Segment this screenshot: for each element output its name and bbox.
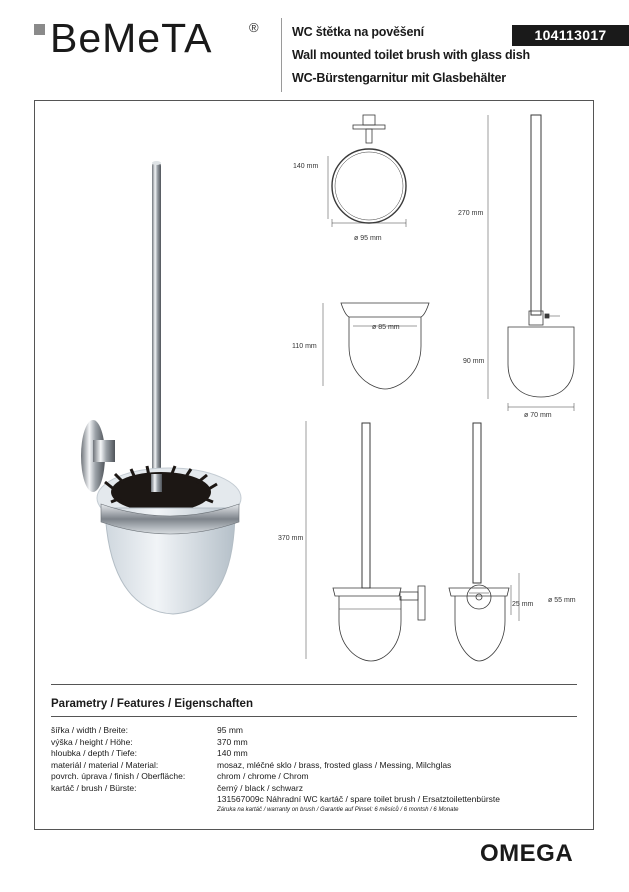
dim-side-dish: 90 mm	[463, 358, 485, 365]
brand-logo	[34, 16, 264, 64]
dim-dish-height: 110 mm	[292, 343, 317, 350]
feature-value: 131567009c Náhradní WC kartáč / spare toilet brush / Ersatztoilettenbürste	[217, 794, 501, 804]
feature-value: 370 mm	[217, 736, 248, 747]
feature-row-spare-part	[51, 794, 581, 806]
brush-handle	[152, 162, 161, 507]
wall-arm	[93, 440, 115, 462]
series-name: OMEGA	[480, 840, 574, 867]
registered-mark: ®	[249, 20, 259, 35]
warranty-note: Záruka na kartáč / warranty on brush / Garantie auf Pinsel: 6 měsíců / 6 montsh / 6 Monate	[217, 806, 459, 813]
feature-row-material	[51, 760, 581, 772]
front-view-rim	[333, 588, 401, 596]
feature-label: šířka / width / Breite:	[51, 725, 128, 735]
feature-row-depth	[51, 748, 581, 760]
feature-label: hloubka / depth / Tiefe:	[51, 748, 138, 758]
feature-label: kartáč / brush / Bürste:	[51, 782, 137, 793]
dim-side-total: 270 mm	[458, 210, 484, 217]
back-view-handle	[473, 423, 481, 583]
back-view-rosette	[467, 585, 491, 609]
dim-side-diameter: ø 70 mm	[524, 412, 552, 419]
feature-label: povrch. úprava / finish / Oberfläche:	[51, 771, 186, 781]
product-code-badge: 104113017	[512, 25, 629, 46]
content-frame	[34, 100, 594, 830]
technical-drawings	[275, 101, 595, 671]
feature-row-height	[51, 737, 581, 749]
side-view-cup	[508, 327, 574, 397]
feature-label: výška / height / Höhe:	[51, 736, 133, 747]
dim-front-bracket: 25 mm	[512, 601, 534, 608]
front-view-cup	[339, 596, 401, 661]
side-view-handle	[531, 115, 541, 315]
feature-value: černý / black / schwarz	[217, 782, 303, 793]
top-view-wallplate	[363, 115, 375, 125]
header-divider	[281, 18, 282, 92]
feature-row-brush	[51, 783, 581, 795]
feature-value: 95 mm	[217, 725, 243, 735]
front-view-handle	[362, 423, 370, 588]
dim-front-height: 370 mm	[278, 535, 304, 542]
feature-row-finish	[51, 771, 581, 783]
feature-value: mosaz, mléčné sklo / brass, frosted glass / Messing, Milchglas	[217, 759, 452, 770]
top-view-ring	[332, 149, 406, 223]
features-bottom-rule	[51, 716, 577, 717]
features-top-rule	[51, 684, 577, 685]
feature-row-width	[51, 725, 581, 737]
product-titles	[292, 21, 530, 90]
logo-square-mark	[34, 24, 45, 35]
feature-value: chrom / chrome / Chrom	[217, 771, 309, 781]
dim-front-rosette: ø 55 mm	[548, 597, 576, 604]
title-czech: WC štětka na pověšení	[292, 25, 424, 39]
dim-top-diameter: ø 95 mm	[354, 235, 382, 242]
dim-top-height: 140 mm	[293, 163, 319, 170]
feature-value: 140 mm	[217, 748, 248, 758]
features-title: Parametry / Features / Eigenschaften	[51, 698, 253, 710]
dish-rim	[341, 303, 429, 317]
brand-name: BeMeTA	[50, 15, 213, 61]
features-table	[51, 725, 581, 815]
dim-dish-diameter: ø 85 mm	[372, 324, 400, 331]
back-view-cup	[455, 596, 505, 661]
title-german: WC-Bürstengarnitur mit Glasbehälter	[292, 71, 506, 85]
feature-label	[51, 794, 217, 806]
feature-label: materiál / material / Material:	[51, 759, 159, 770]
product-photo	[75, 156, 250, 616]
title-english: Wall mounted toilet brush with glass dish	[292, 48, 530, 62]
